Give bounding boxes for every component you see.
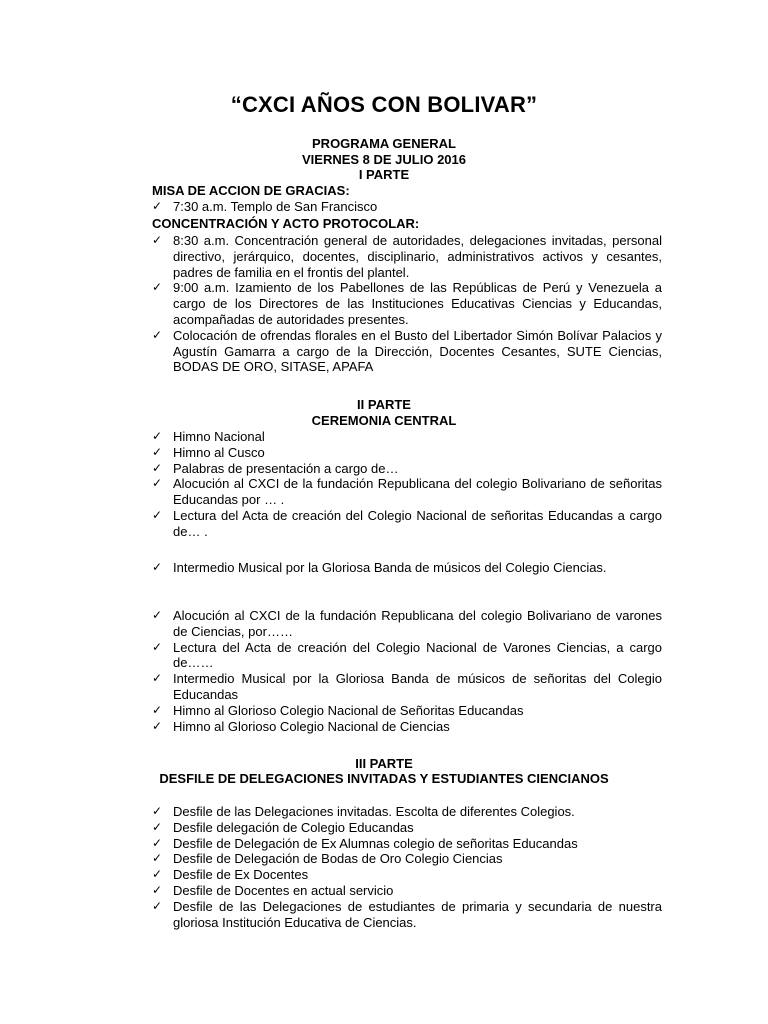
part2-list-a (152, 429, 662, 540)
checkmark-icon: ✓ (152, 444, 163, 459)
list-item-text: Himno al Glorioso Colegio Nacional de Ciencias (173, 718, 450, 734)
checkmark-icon: ✓ (152, 851, 163, 866)
list-item (152, 883, 662, 899)
list-item (152, 671, 662, 703)
list-item (152, 461, 662, 477)
checkmark-icon: ✓ (152, 280, 163, 295)
part2-subtitle: CEREMONIA CENTRAL (311, 413, 457, 428)
list-item-text: Lectura del Acta de creación del Colegio Nacional de Varones Ciencias, a cargo de…… (173, 639, 662, 671)
list-item-text: Palabras de presentación a cargo de… (173, 460, 399, 476)
list-item-text: Desfile de Delegación de Bodas de Oro Colegio Ciencias (173, 851, 503, 867)
list-item-text: Alocución al CXCI de la fundación Republicana del colegio Bolivariano de señoritas Educandas por … . (173, 476, 662, 508)
checkmark-icon: ✓ (152, 819, 163, 834)
list-item (152, 476, 662, 508)
part3-label: III PARTE (355, 756, 413, 771)
list-item-text: Himno al Glorioso Colegio Nacional de Señoritas Educandas (173, 702, 524, 718)
checkmark-icon: ✓ (152, 476, 163, 491)
list-item (152, 804, 662, 820)
list-item-text: Alocución al CXCI de la fundación Republicana del colegio Bolivariano de varones de Ciencias, por…… (173, 608, 662, 639)
list-item-text: 7:30 a.m. Templo de San Francisco (173, 199, 378, 214)
part3-subtitle: DESFILE DE DELEGACIONES INVITADAS Y ESTUDIANTES CIENCIANOS (159, 771, 609, 786)
part3-list (152, 804, 662, 930)
list-item (152, 429, 662, 445)
checkmark-icon: ✓ (152, 867, 163, 882)
list-item-text: Intermedio Musical por la Gloriosa Banda de músicos de señoritas del Colegio Educandas (173, 671, 662, 702)
list-item (152, 867, 662, 883)
list-item (152, 640, 662, 672)
checkmark-icon: ✓ (152, 560, 163, 574)
list-item-text: Desfile de las Delegaciones de estudiantes de primaria y secundaria de nuestra gloriosa Institución Educativa de Ciencias. (173, 898, 662, 930)
list-item (152, 820, 662, 836)
list-item (152, 508, 662, 540)
checkmark-icon: ✓ (152, 608, 163, 622)
list-item-text: Colocación de ofrendas florales en el Busto del Libertador Simón Bolívar Palacios y Agustín Gamarra a cargo de la Dirección, Docentes Cesantes, SUTE Ciencias, BODAS DE ORO, SITASE, APAFA (173, 327, 662, 375)
list-item (152, 233, 662, 280)
list-item-text: Himno Nacional (173, 429, 265, 444)
checkmark-icon: ✓ (152, 460, 163, 475)
checkmark-icon: ✓ (152, 507, 163, 522)
acto-heading: CONCENTRACIÓN Y ACTO PROTOCOLAR: (152, 216, 420, 231)
checkmark-icon: ✓ (152, 429, 163, 443)
checkmark-icon: ✓ (152, 327, 163, 342)
list-item-text: Desfile delegación de Colegio Educandas (173, 819, 414, 835)
checkmark-icon: ✓ (152, 804, 163, 818)
list-item-text: 9:00 a.m. Izamiento de los Pabellones de las Repúblicas de Perú y Venezuela a cargo de los Directores de las Instituciones Educativas Ciencias y Educandas, acompañadas de autoridades presentes. (173, 280, 662, 327)
document-title: “CXCI AÑOS CON BOLIVAR” (230, 92, 538, 117)
list-item (152, 851, 662, 867)
list-item (152, 445, 662, 461)
list-item (152, 560, 662, 576)
list-item (152, 899, 662, 931)
list-item (152, 608, 662, 640)
checkmark-icon: ✓ (152, 718, 163, 733)
acto-list (152, 233, 662, 375)
list-item-text: 8:30 a.m. Concentración general de autoridades, delegaciones invitadas, personal directivo, jerárquico, docentes, disciplinario, administrativos activos y cesantes, padres de familia en el frontis del plantel. (173, 233, 662, 280)
list-item-text: Intermedio Musical por la Gloriosa Banda de músicos del Colegio Ciencias. (173, 560, 607, 575)
checkmark-icon: ✓ (152, 898, 163, 913)
part2-list-b (152, 560, 662, 576)
list-item-text: Desfile de Delegación de Ex Alumnas colegio de señoritas Educandas (173, 835, 578, 851)
checkmark-icon: ✓ (152, 835, 163, 850)
list-item (152, 328, 662, 375)
list-item-text: Desfile de Ex Docentes (173, 867, 309, 883)
list-item-text: Lectura del Acta de creación del Colegio Nacional de señoritas Educandas a cargo de… . (173, 507, 662, 539)
checkmark-icon: ✓ (152, 702, 163, 717)
list-item-text: Desfile de las Delegaciones invitadas. Escolta de diferentes Colegios. (173, 804, 575, 819)
checkmark-icon: ✓ (152, 233, 163, 247)
list-item-text: Himno al Cusco (173, 444, 265, 460)
program-label: PROGRAMA GENERAL (312, 136, 456, 151)
misa-list (152, 199, 662, 215)
checkmark-icon: ✓ (152, 882, 163, 897)
checkmark-icon: ✓ (152, 199, 163, 213)
misa-heading: MISA DE ACCION DE GRACIAS: (152, 183, 350, 198)
list-item (152, 280, 662, 327)
part1-label: I PARTE (358, 167, 410, 182)
list-item-text: Desfile de Docentes en actual servicio (173, 882, 394, 898)
program-date: VIERNES 8 DE JULIO 2016 (301, 152, 466, 167)
list-item (152, 836, 662, 852)
list-item (152, 703, 662, 719)
part2-list-c (152, 608, 662, 734)
checkmark-icon: ✓ (152, 671, 163, 686)
part2-label: II PARTE (357, 397, 411, 412)
list-item (152, 199, 662, 215)
list-item (152, 719, 662, 735)
checkmark-icon: ✓ (152, 639, 163, 654)
